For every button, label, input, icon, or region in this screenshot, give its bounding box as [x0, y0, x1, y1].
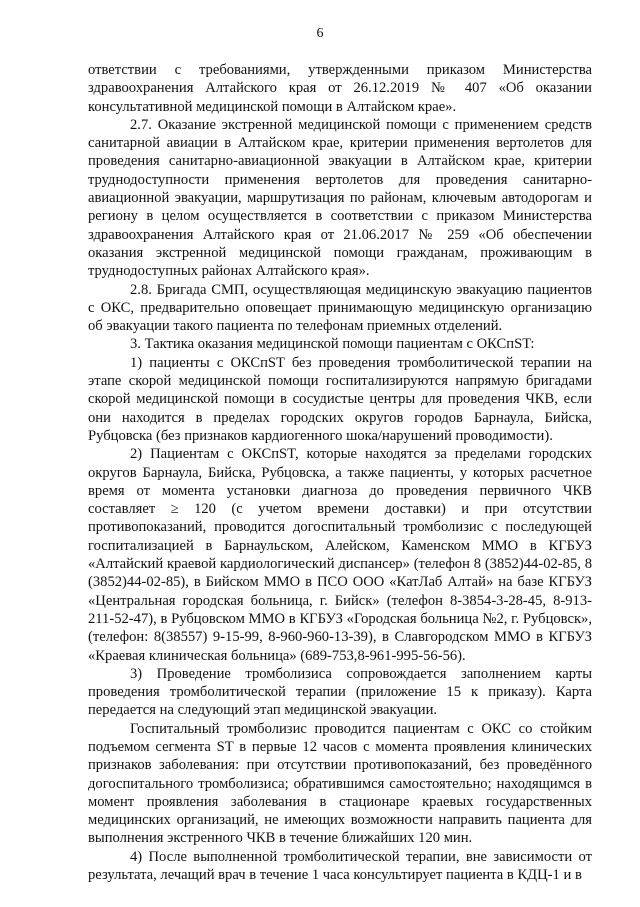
section-heading-3: 3. Тактика оказания медицинской помощи пациентам с ОКСпST:: [130, 336, 535, 353]
paragraph-continuation: ответствии с требованиями, утвержденными приказом Министерства здравоохранения Алтайского края от 26.12.2019 № 407 «Об оказании консультативной медицинской помощи в Алтайском крае».: [88, 62, 592, 115]
page-number: 6: [316, 26, 324, 41]
list-item-2: 2) Пациентам с ОКСпST, которые находятся за пределами городских округов Барнаула, Бийска, Рубцовска, а также пациенты, у которых расчетное время от момента установки диагноза до проведения первичного ЧКВ составляет ≥ 120 (с учетом времени доставки) и при отсутствии противопоказаний, проводится догоспитальный тромболизис с последующей госпитализацией в Барнаульском, Алейском, Каменском ММО в КГБУЗ «Алтайский краевой кардиологический диспансер» (телефон 8 (3852)44-02-85, 8 (3852)44-02-85), в Бийском ММО в ПСО ООО «КатЛаб Алтай» на базе КГБУЗ «Центральная городская больница, г. Бийск» (телефон 8-3854-3-28-45, 8-913-211-52-47), в Рубцовском ММО в КГБУЗ «Городская больница №2, г. Рубцовск», (телефон: 8(38557) 9-15-99, 8-960-960-13-39), в Славгородском ММО в КГБУЗ «Краевая клиническая больница» (689-753,8-961-995-56-56).: [88, 446, 592, 664]
paragraph-hospital-thrombolysis: Госпитальный тромболизис проводится пациентам с ОКС со стойким подъемом сегмента ST в первые 12 часов с момента проявления клинических признаков заболевания: при отсутствии противопоказаний, без проведённого догоспитального тромболизиса; обратившимся самостоятельно; находящимся в момент проявления заболевания в стационаре краевых государственных медицинских организаций, не имеющих возможности направить пациента для выполнения экстренного ЧКВ в течение ближайших 120 мин.: [88, 720, 592, 847]
document-body: [88, 61, 592, 884]
list-item-4: 4) После выполненной тромболитической терапии, вне зависимости от результата, лечащий врач в течение 1 часа консультирует пациента в КДЦ-1 и в: [88, 848, 592, 884]
list-item-3: 3) Проведение тромболизиса сопровождается заполнением карты проведения тромболитической терапии (приложение 15 к приказу). Карта передается на следующий этап медицинской эвакуации.: [88, 665, 592, 719]
paragraph-2-7: 2.7. Оказание экстренной медицинской помощи с применением средств санитарной авиации в Алтайском крае, критерии применения вертолетов для проведения санитарно-авиационной эвакуации в Алтайском крае, критерии труднодоступности применения вертолетов для проведения санитарно-авиационной эвакуации, маршрутизация по районам, ключевым автодорогам и региону в целом осуществляется в соответствии с приказом Министерства здравоохранения Алтайского края от 21.06.2017 № 259 «Об обеспечении оказания экстренной медицинской помощи гражданам, проживающим в труднодоступных районах Алтайского края».: [88, 116, 592, 280]
paragraph-2-8: 2.8. Бригада СМП, осуществляющая медицинскую эвакуацию пациентов с ОКС, предварительно оповещает принимающую медицинскую организацию об эвакуации такого пациента по телефонам приемных отделений.: [88, 281, 592, 335]
list-item-1: 1) пациенты с ОКСпST без проведения тромболитической терапии на этапе скорой медицинской помощи госпитализируются напрямую бригадами скорой медицинской помощи в сосудистые центры для проведения ЧКВ, если они находится в пределах городских округов городов Барнаула, Бийска, Рубцовска (без признаков кардиогенного шока/нарушений проводимости).: [88, 354, 592, 444]
